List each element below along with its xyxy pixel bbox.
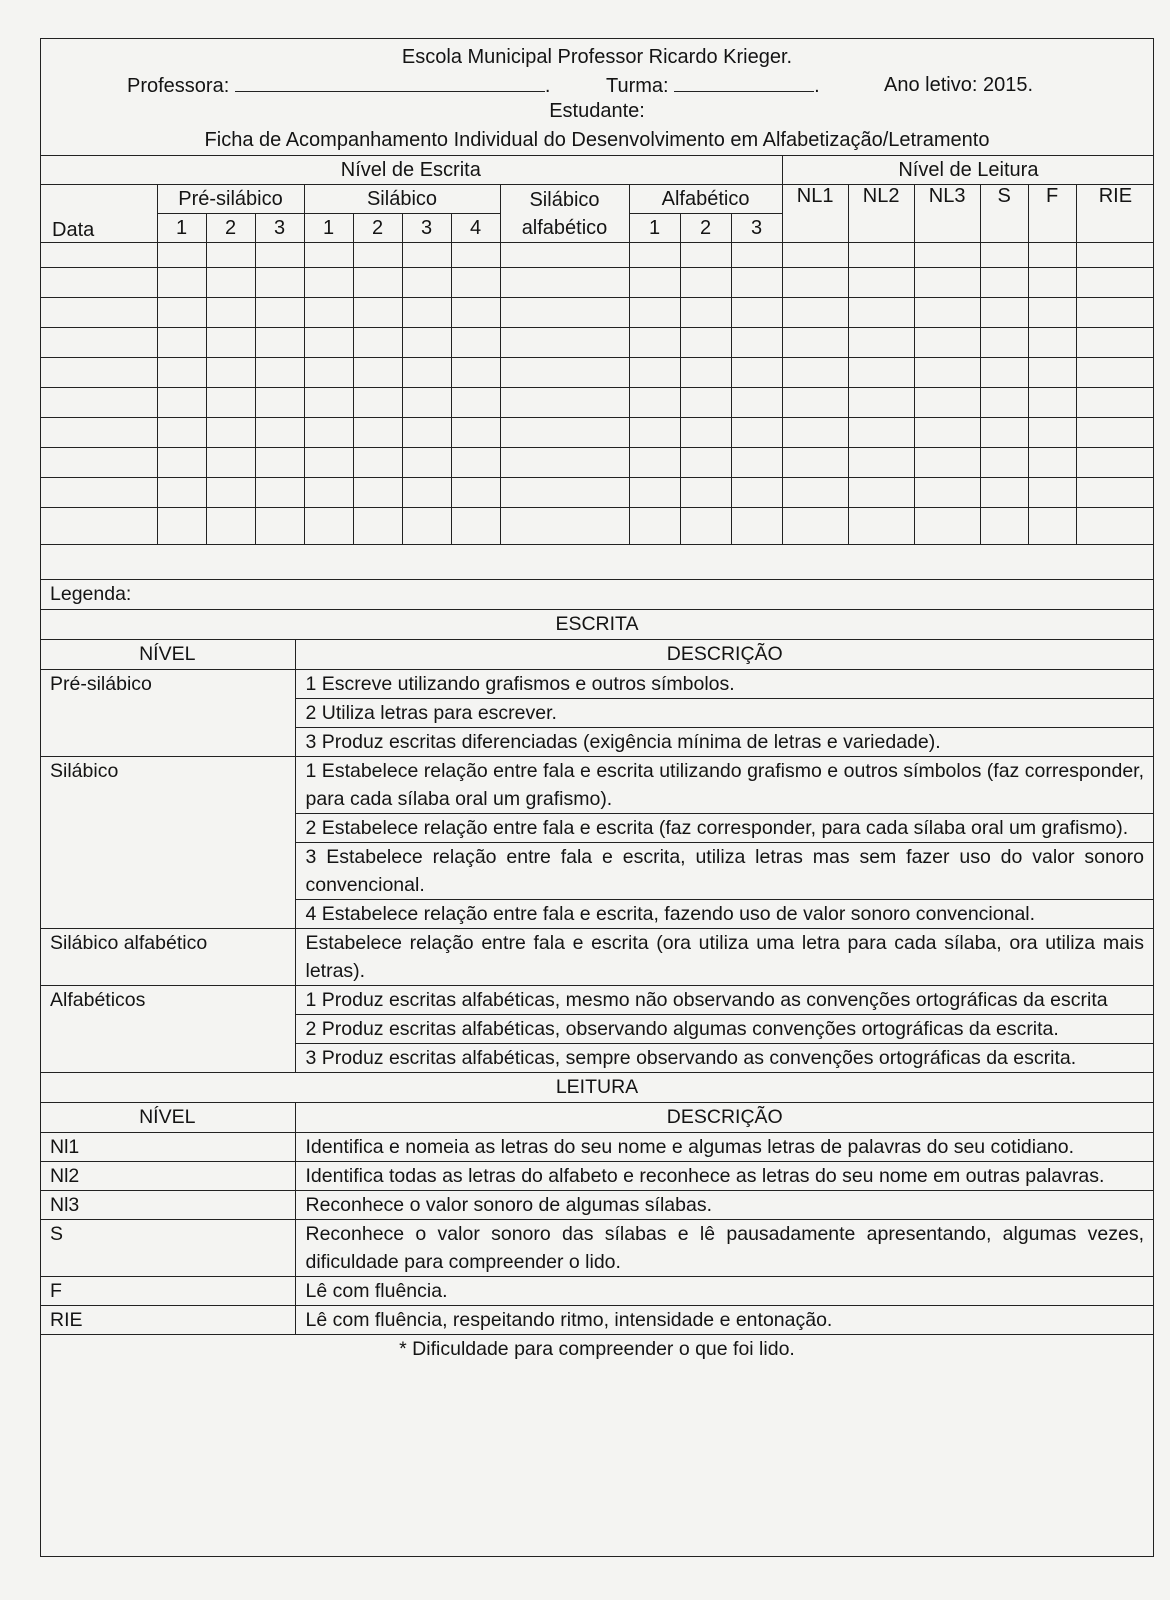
- grid-row: [40, 418, 1154, 448]
- grid-cell[interactable]: [731, 328, 782, 358]
- grid-cell[interactable]: [402, 418, 451, 448]
- grid-cell[interactable]: [500, 328, 629, 358]
- grid-row: [40, 243, 1154, 268]
- grid-cell[interactable]: [782, 418, 848, 448]
- grid-cell[interactable]: [157, 388, 206, 418]
- grid-cell[interactable]: [255, 388, 304, 418]
- grid-cell[interactable]: [255, 328, 304, 358]
- grid-cell[interactable]: [157, 418, 206, 448]
- grid-cell[interactable]: [731, 388, 782, 418]
- grid-cell[interactable]: [451, 478, 500, 508]
- assessment-grid: [40, 155, 1154, 545]
- grid-cell[interactable]: [255, 358, 304, 388]
- grid-cell[interactable]: [451, 358, 500, 388]
- grid-cell[interactable]: [40, 268, 157, 298]
- pre-col-1: 1: [157, 214, 206, 243]
- grid-row: [40, 388, 1154, 418]
- silabico-header: Silábico: [304, 185, 500, 214]
- professora-label-text: Professora:: [127, 75, 230, 97]
- escrita-description: 3 Produz escritas alfabéticas, sempre observando as convenções ortográficas da escrita.: [295, 1044, 1154, 1073]
- grid-cell[interactable]: [500, 243, 629, 268]
- grid-cell[interactable]: [353, 478, 402, 508]
- grid-cell[interactable]: [451, 243, 500, 268]
- grid-cell[interactable]: [1028, 478, 1076, 508]
- turma-label: Turma: .: [606, 71, 820, 99]
- grid-cell[interactable]: [680, 328, 731, 358]
- grid-cell[interactable]: [40, 448, 157, 478]
- leitura-col-f: F: [1028, 185, 1076, 243]
- grid-cell[interactable]: [629, 508, 680, 545]
- grid-cell[interactable]: [255, 243, 304, 268]
- pre-silabico-header: Pré-silábico: [157, 185, 304, 214]
- grid-cell[interactable]: [402, 388, 451, 418]
- silabico-col-4: 4: [451, 214, 500, 243]
- grid-cell[interactable]: [731, 243, 782, 268]
- grid-cell[interactable]: [980, 448, 1028, 478]
- grid-cell[interactable]: [206, 358, 255, 388]
- grid-cell[interactable]: [500, 298, 629, 328]
- leitura-description: Identifica e nomeia as letras do seu nome e algumas letras de palavras do seu cotidiano.: [295, 1133, 1154, 1162]
- grid-cell[interactable]: [1076, 268, 1154, 298]
- grid-cell[interactable]: [1076, 328, 1154, 358]
- grid-cell[interactable]: [304, 268, 353, 298]
- grid-cell[interactable]: [40, 328, 157, 358]
- grid-cell[interactable]: [451, 508, 500, 545]
- grid-cell[interactable]: [353, 388, 402, 418]
- grid-cell[interactable]: [206, 243, 255, 268]
- grid-cell[interactable]: [451, 268, 500, 298]
- grid-cell[interactable]: [1028, 243, 1076, 268]
- leitura-level: S: [40, 1220, 295, 1277]
- grid-cell[interactable]: [1076, 358, 1154, 388]
- grid-cell[interactable]: [782, 508, 848, 545]
- escrita-level: Alfabéticos: [40, 986, 295, 1073]
- grid-cell[interactable]: [782, 328, 848, 358]
- data-column-header: [40, 185, 157, 243]
- legenda-label: Legenda:: [40, 580, 1154, 610]
- nivel-leitura-header: Nível de Leitura: [782, 156, 1154, 185]
- grid-cell[interactable]: [848, 268, 914, 298]
- leitura-col-s: S: [980, 185, 1028, 243]
- grid-cell[interactable]: [1076, 508, 1154, 545]
- grid-cell[interactable]: [500, 418, 629, 448]
- grid-cell[interactable]: [680, 388, 731, 418]
- grid-cell[interactable]: [629, 358, 680, 388]
- grid-cell[interactable]: [731, 448, 782, 478]
- grid-cell[interactable]: [980, 328, 1028, 358]
- grid-cell[interactable]: [500, 268, 629, 298]
- alfabetico-header: Alfabético: [629, 185, 782, 214]
- grid-cell[interactable]: [40, 478, 157, 508]
- grid-cell[interactable]: [206, 328, 255, 358]
- grid-cell[interactable]: [731, 358, 782, 388]
- grid-cell[interactable]: [629, 388, 680, 418]
- pre-col-3: 3: [255, 214, 304, 243]
- grid-cell[interactable]: [451, 298, 500, 328]
- grid-cell[interactable]: [402, 508, 451, 545]
- grid-cell[interactable]: [304, 418, 353, 448]
- grid-cell[interactable]: [1028, 298, 1076, 328]
- escrita-description: 3 Produz escritas diferenciadas (exigência mínima de letras e variedade).: [295, 728, 1154, 757]
- grid-cell[interactable]: [680, 298, 731, 328]
- grid-cell[interactable]: [782, 388, 848, 418]
- grid-cell[interactable]: [731, 478, 782, 508]
- escrita-description: 2 Estabelece relação entre fala e escrita (faz corresponder, para cada sílaba oral um grafismo).: [295, 814, 1154, 843]
- leitura-col-nl2: NL2: [848, 185, 914, 243]
- grid-cell[interactable]: [402, 358, 451, 388]
- grid-cell[interactable]: [1076, 478, 1154, 508]
- grid-cell[interactable]: [914, 478, 980, 508]
- leitura-section-title: LEITURA: [40, 1073, 1154, 1103]
- turma-label-text: Turma:: [606, 75, 669, 97]
- grid-cell[interactable]: [206, 448, 255, 478]
- grid-cell[interactable]: [157, 298, 206, 328]
- grid-cell[interactable]: [1076, 243, 1154, 268]
- grid-cell[interactable]: [304, 298, 353, 328]
- data-label: Data: [52, 219, 95, 241]
- grid-cell[interactable]: [40, 418, 157, 448]
- silabico-alfabetico-header: Silábico alfabético: [500, 185, 629, 243]
- leitura-nivel-header: NÍVEL: [40, 1103, 295, 1133]
- grid-cell[interactable]: [1028, 328, 1076, 358]
- grid-cell[interactable]: [1028, 388, 1076, 418]
- grid-cell[interactable]: [255, 298, 304, 328]
- grid-cell[interactable]: [304, 508, 353, 545]
- grid-cell[interactable]: [206, 268, 255, 298]
- grid-cell[interactable]: [980, 478, 1028, 508]
- grid-cell[interactable]: [629, 328, 680, 358]
- leitura-level: Nl1: [40, 1133, 295, 1162]
- grid-cell[interactable]: [255, 508, 304, 545]
- grid-cell[interactable]: [40, 243, 157, 268]
- grid-cell[interactable]: [680, 358, 731, 388]
- form-title: Ficha de Acompanhamento Individual do Desenvolvimento em Alfabetização/Letramento: [204, 129, 990, 151]
- grid-cell[interactable]: [1028, 268, 1076, 298]
- escrita-description: 1 Produz escritas alfabéticas, mesmo não observando as convenções ortográficas da escrita: [295, 986, 1154, 1015]
- escrita-description: 3 Estabelece relação entre fala e escrita, utiliza letras mas sem fazer uso do valor sonoro convencional.: [295, 843, 1154, 900]
- grid-cell[interactable]: [848, 328, 914, 358]
- grid-cell[interactable]: [206, 418, 255, 448]
- ano-letivo: Ano letivo: 2015.: [884, 74, 1033, 96]
- alfabetico-col-3: 3: [731, 214, 782, 243]
- grid-cell[interactable]: [980, 243, 1028, 268]
- pre-col-2: 2: [206, 214, 255, 243]
- escrita-level: Pré-silábico: [40, 670, 295, 757]
- grid-cell[interactable]: [157, 478, 206, 508]
- grid-cell[interactable]: [353, 268, 402, 298]
- grid-cell[interactable]: [848, 358, 914, 388]
- grid-cell[interactable]: [1076, 418, 1154, 448]
- grid-cell[interactable]: [402, 243, 451, 268]
- leitura-col-nl1: NL1: [782, 185, 848, 243]
- grid-cell[interactable]: [680, 243, 731, 268]
- grid-cell[interactable]: [304, 478, 353, 508]
- grid-cell[interactable]: [353, 418, 402, 448]
- grid-row: [40, 358, 1154, 388]
- grid-cell[interactable]: [914, 388, 980, 418]
- grid-cell[interactable]: [1028, 358, 1076, 388]
- grid-cell[interactable]: [914, 448, 980, 478]
- leitura-description: Reconhece o valor sonoro das sílabas e lê pausadamente apresentando, algumas vezes, dificuldade para compreender o lido.: [295, 1220, 1154, 1277]
- grid-cell[interactable]: [731, 268, 782, 298]
- grid-cell[interactable]: [1076, 448, 1154, 478]
- grid-cell[interactable]: [782, 268, 848, 298]
- footnote: * Dificuldade para compreender o que foi lido.: [40, 1335, 1154, 1365]
- grid-cell[interactable]: [914, 358, 980, 388]
- grid-cell[interactable]: [914, 243, 980, 268]
- turma-field[interactable]: [674, 71, 814, 92]
- nivel-escrita-header: Nível de Escrita: [40, 156, 782, 185]
- grid-cell[interactable]: [451, 418, 500, 448]
- silabico-col-3: 3: [402, 214, 451, 243]
- alfabetico-col-2: 2: [680, 214, 731, 243]
- grid-cell[interactable]: [848, 243, 914, 268]
- escrita-level: Silábico alfabético: [40, 929, 295, 986]
- legend-table: [40, 579, 1154, 1364]
- grid-cell[interactable]: [206, 508, 255, 545]
- escrita-description: 1 Estabelece relação entre fala e escrita utilizando grafismo e outros símbolos (faz corresponder, para cada sílaba oral um grafismo).: [295, 757, 1154, 814]
- grid-cell[interactable]: [848, 508, 914, 545]
- grid-cell[interactable]: [680, 418, 731, 448]
- grid-cell[interactable]: [848, 448, 914, 478]
- estudante-label: Estudante:: [549, 100, 645, 122]
- grid-cell[interactable]: [402, 298, 451, 328]
- grid-cell[interactable]: [680, 448, 731, 478]
- escrita-description: 2 Utiliza letras para escrever.: [295, 699, 1154, 728]
- escrita-description: Estabelece relação entre fala e escrita (ora utiliza uma letra para cada sílaba, ora utiliza mais letras).: [295, 929, 1154, 986]
- grid-cell[interactable]: [157, 358, 206, 388]
- escrita-section-title: ESCRITA: [40, 610, 1154, 640]
- grid-cell[interactable]: [980, 298, 1028, 328]
- escrita-descricao-header: DESCRIÇÃO: [295, 640, 1154, 670]
- leitura-description: Reconhece o valor sonoro de algumas sílabas.: [295, 1191, 1154, 1220]
- grid-cell[interactable]: [255, 268, 304, 298]
- grid-cell[interactable]: [500, 478, 629, 508]
- leitura-descricao-header: DESCRIÇÃO: [295, 1103, 1154, 1133]
- grid-cell[interactable]: [402, 328, 451, 358]
- grid-cell[interactable]: [500, 358, 629, 388]
- grid-cell[interactable]: [914, 508, 980, 545]
- professora-field[interactable]: [235, 71, 545, 92]
- grid-cell[interactable]: [914, 328, 980, 358]
- grid-cell[interactable]: [629, 478, 680, 508]
- grid-cell[interactable]: [255, 478, 304, 508]
- grid-row: [40, 328, 1154, 358]
- grid-cell[interactable]: [40, 508, 157, 545]
- grid-cell[interactable]: [353, 448, 402, 478]
- silabico-col-1: 1: [304, 214, 353, 243]
- leitura-level: RIE: [40, 1306, 295, 1335]
- grid-row: [40, 508, 1154, 545]
- grid-cell[interactable]: [782, 298, 848, 328]
- grid-cell[interactable]: [353, 358, 402, 388]
- grid-cell[interactable]: [680, 508, 731, 545]
- grid-cell[interactable]: [40, 358, 157, 388]
- grid-cell[interactable]: [353, 298, 402, 328]
- grid-row: [40, 478, 1154, 508]
- grid-cell[interactable]: [680, 268, 731, 298]
- grid-cell[interactable]: [980, 388, 1028, 418]
- grid-cell[interactable]: [1028, 508, 1076, 545]
- escrita-level: Silábico: [40, 757, 295, 929]
- grid-cell[interactable]: [206, 478, 255, 508]
- grid-row: [40, 298, 1154, 328]
- grid-cell[interactable]: [304, 388, 353, 418]
- leitura-level: Nl3: [40, 1191, 295, 1220]
- grid-cell[interactable]: [304, 358, 353, 388]
- grid-cell[interactable]: [206, 298, 255, 328]
- grid-cell[interactable]: [914, 298, 980, 328]
- grid-cell[interactable]: [157, 508, 206, 545]
- escrita-description: 1 Escreve utilizando grafismos e outros símbolos.: [295, 670, 1154, 699]
- grid-cell[interactable]: [304, 448, 353, 478]
- grid-cell[interactable]: [451, 448, 500, 478]
- grid-cell[interactable]: [848, 418, 914, 448]
- grid-cell[interactable]: [255, 418, 304, 448]
- leitura-description: Lê com fluência, respeitando ritmo, intensidade e entonação.: [295, 1306, 1154, 1335]
- grid-cell[interactable]: [304, 243, 353, 268]
- grid-cell[interactable]: [500, 388, 629, 418]
- leitura-col-nl3: NL3: [914, 185, 980, 243]
- escrita-nivel-header: NÍVEL: [40, 640, 295, 670]
- grid-row: [40, 448, 1154, 478]
- professora-label: Professora: .: [127, 71, 550, 99]
- grid-cell[interactable]: [40, 388, 157, 418]
- grid-cell[interactable]: [629, 243, 680, 268]
- grid-cell[interactable]: [914, 418, 980, 448]
- grid-cell[interactable]: [304, 328, 353, 358]
- grid-cell[interactable]: [914, 268, 980, 298]
- grid-cell[interactable]: [980, 418, 1028, 448]
- grid-cell[interactable]: [1028, 448, 1076, 478]
- grid-cell[interactable]: [629, 418, 680, 448]
- grid-cell[interactable]: [402, 448, 451, 478]
- evaluation-sheet: [40, 38, 1154, 1557]
- grid-cell[interactable]: [353, 508, 402, 545]
- grid-cell[interactable]: [848, 478, 914, 508]
- grid-cell[interactable]: [731, 508, 782, 545]
- grid-cell[interactable]: [157, 243, 206, 268]
- grid-cell[interactable]: [629, 448, 680, 478]
- grid-cell[interactable]: [782, 448, 848, 478]
- leitura-level: Nl2: [40, 1162, 295, 1191]
- grid-cell[interactable]: [782, 243, 848, 268]
- grid-cell[interactable]: [451, 328, 500, 358]
- grid-cell[interactable]: [353, 328, 402, 358]
- grid-cell[interactable]: [782, 358, 848, 388]
- grid-cell[interactable]: [980, 358, 1028, 388]
- grid-cell[interactable]: [980, 508, 1028, 545]
- escrita-description: 2 Produz escritas alfabéticas, observando algumas convenções ortográficas da escrita.: [295, 1015, 1154, 1044]
- grid-cell[interactable]: [1028, 418, 1076, 448]
- school-name: Escola Municipal Professor Ricardo Krieger.: [401, 46, 793, 68]
- silabico-col-2: 2: [353, 214, 402, 243]
- leitura-level: F: [40, 1277, 295, 1306]
- grid-cell[interactable]: [451, 388, 500, 418]
- grid-cell[interactable]: [731, 298, 782, 328]
- grid-cell[interactable]: [1076, 298, 1154, 328]
- grid-cell[interactable]: [402, 268, 451, 298]
- grid-cell[interactable]: [731, 418, 782, 448]
- escrita-description: 4 Estabelece relação entre fala e escrita, fazendo uso de valor sonoro convencional.: [295, 900, 1154, 929]
- grid-cell[interactable]: [629, 268, 680, 298]
- grid-cell[interactable]: [980, 268, 1028, 298]
- leitura-col-rie: RIE: [1076, 185, 1154, 243]
- grid-cell[interactable]: [206, 388, 255, 418]
- grid-cell[interactable]: [629, 298, 680, 328]
- grid-cell[interactable]: [848, 298, 914, 328]
- grid-cell[interactable]: [157, 328, 206, 358]
- grid-cell[interactable]: [157, 448, 206, 478]
- grid-row: [40, 268, 1154, 298]
- grid-cell[interactable]: [157, 268, 206, 298]
- grid-cell[interactable]: [782, 478, 848, 508]
- grid-cell[interactable]: [500, 508, 629, 545]
- grid-cell[interactable]: [848, 388, 914, 418]
- alfabetico-col-1: 1: [629, 214, 680, 243]
- leitura-description: Lê com fluência.: [295, 1277, 1154, 1306]
- grid-cell[interactable]: [255, 448, 304, 478]
- grid-cell[interactable]: [40, 298, 157, 328]
- grid-cell[interactable]: [353, 243, 402, 268]
- grid-cell[interactable]: [402, 478, 451, 508]
- leitura-description: Identifica todas as letras do alfabeto e reconhece as letras do seu nome em outras palavras.: [295, 1162, 1154, 1191]
- grid-cell[interactable]: [500, 448, 629, 478]
- grid-cell[interactable]: [1076, 388, 1154, 418]
- grid-cell[interactable]: [680, 478, 731, 508]
